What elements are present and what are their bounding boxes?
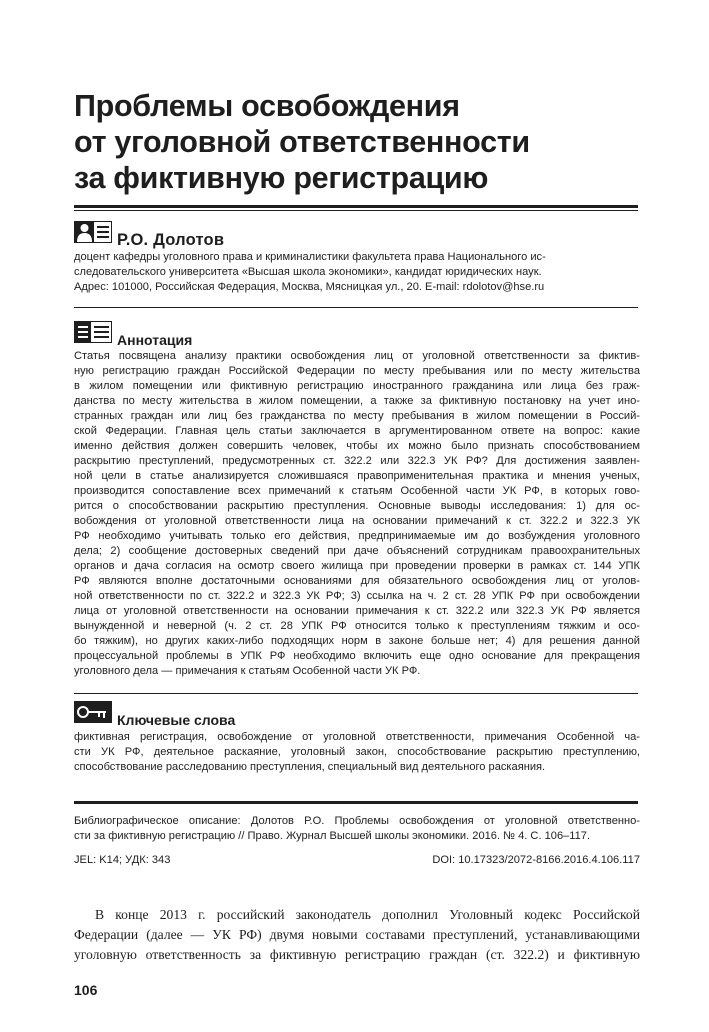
abstract-line: рится о способствовании раскрытию преступления. Основные выводы исследования: 1) для ос- <box>74 500 640 512</box>
section-divider <box>74 693 638 694</box>
title-line: Проблемы освобождения <box>74 89 460 123</box>
title-rule <box>74 205 638 208</box>
article-title <box>74 88 654 196</box>
document-icon <box>74 321 112 348</box>
citation-line: Библиографическое описание: Долотов Р.О. Проблемы освобождения от уголовной ответственно- <box>74 815 640 827</box>
keywords-line: сти УК РФ, деятельное раскаяние, уголовный закон, способствование раскрытию преступлению, <box>74 746 640 758</box>
abstract-line: именно действия должен совершить человек, чтобы их можно было признать способствованием <box>74 440 640 452</box>
body-line: В конце 2013 г. российский законодатель дополнил Уголовный кодекс Российской <box>95 907 640 922</box>
page-number: 106 <box>74 982 98 998</box>
abstract-line: ной цели в статье анализируется сложившаяся правоприменительная практика и мнения ученых, <box>74 470 640 482</box>
title-line: от уголовной ответственности <box>74 125 530 159</box>
abstract-header <box>74 324 192 348</box>
abstract-line: вобождения от уголовной ответственности лица на основании примечаний к ст. 322.2 и 322.3 УК <box>74 515 640 527</box>
key-icon <box>74 701 112 728</box>
abstract-line: Статья посвящена анализу практики освобождения лиц от уголовной ответственности за фиктив- <box>74 350 640 362</box>
keywords-text <box>74 730 640 775</box>
keywords-line: способствование расследованию преступления, специальный вид деятельного раскаяния. <box>74 761 546 773</box>
person-card-icon <box>74 221 112 248</box>
abstract-line: бо тяжким), но других каких-либо подходящих норм в законе больше нет; 4) для решения данной <box>74 635 640 647</box>
abstract-line: уголовного дела — примечания к статьям Особенной части УК РФ. <box>74 665 421 677</box>
doi: DOI: 10.17323/2072-8166.2016.4.106.117 <box>432 854 640 866</box>
abstract-line: ной ответственности по ст. 322.2 и 322.3 УК РФ; 3) ссылка на ч. 2 ст. 28 УПК РФ при освобождении <box>74 590 640 602</box>
citation-rule <box>74 801 638 804</box>
keywords-heading: Ключевые слова <box>117 712 236 728</box>
affiliation-line: следовательского университета «Высшая школа экономики», кандидат юридических наук. <box>74 266 542 278</box>
abstract-heading: Аннотация <box>117 332 193 348</box>
body-line: уголовную ответственность за фиктивную регистрацию граждан (ст. 322.2) и фиктивную <box>74 947 640 962</box>
affiliation-line: доцент кафедры уголовного права и криминалистики факультета права Национального ис- <box>74 251 546 263</box>
body-text <box>74 905 640 965</box>
keywords-header <box>74 704 235 728</box>
title-line: за фиктивную регистрацию <box>74 161 489 195</box>
affiliation-line: Адрес: 101000, Российская Федерация, Москва, Мясницкая ул., 20. E-mail: rdolotov@hse.ru <box>74 281 545 293</box>
abstract-line: РФ являются вполне достаточными основаниями для обязательного освобождения лиц от уголов- <box>74 575 640 587</box>
abstract-line: странных граждан или лиц без гражданства по месту пребывания в жилом помещении в Россий- <box>74 410 640 422</box>
abstract-text <box>74 349 640 679</box>
abstract-line: ской Федерации. Главная цель статьи заключается в аргументированном ответе на вопрос: какие <box>74 425 640 437</box>
abstract-line: дела; 2) сообщение достоверных сведений при даче объяснений сотрудникам правоохранительных <box>74 545 640 557</box>
abstract-line: вынужденной и неверной (ч. 2 ст. 28 УПК РФ относится только к преступлениям тяжким и осо- <box>74 620 640 632</box>
author-affiliation <box>74 250 640 295</box>
abstract-line: лица от уголовной ответственности на основании примечания к ст. 322.2 или 322.3 УК РФ является <box>74 605 640 617</box>
abstract-line: в жилом помещении или фиктивную регистрацию иностранного гражданина или лица без граж- <box>74 380 640 392</box>
classification-row <box>74 853 640 868</box>
keywords-line: фиктивная регистрация, освобождение от уголовной ответственности, примечания Особенной ча- <box>74 731 640 743</box>
jel-code: JEL: K14; УДК: 343 <box>74 854 171 866</box>
abstract-line: производится сопоставление всех примечаний к статьям Особенной части УК РФ, в которых гово- <box>74 485 640 497</box>
abstract-line: раскрытию преступлений, предусмотренных ст. 322.2 или 322.3 УК РФ? Для достижения заявлен- <box>74 455 640 467</box>
abstract-line: РФ необходимо учитывать только его действия, предпринимаемые им до возбуждения уголовного <box>74 530 640 542</box>
citation-line: сти за фиктивную регистрацию // Право. Журнал Высшей школы экономики. 2016. № 4. С. 106–117. <box>74 830 591 842</box>
title-rule-thin <box>74 210 638 211</box>
author-name: Р.О. Долотов <box>117 231 225 249</box>
section-divider <box>74 307 638 308</box>
citation-block <box>74 814 640 844</box>
body-line: Федерации (далее — УК РФ) двумя новыми составами преступлений, устанавливающими <box>74 927 640 942</box>
author-header <box>74 224 224 248</box>
abstract-line: ную регистрацию граждан Российской Федерации по месту пребывания или по месту жительства <box>74 365 640 377</box>
abstract-line: процессуальной проблемы в УПК РФ необходимо включить еще одно основание для прекращения <box>74 650 640 662</box>
abstract-line: органов и дача согласия на осмотр своего жилища при проведении проверки в рамках ст. 144 УПК <box>74 560 640 572</box>
abstract-line: данства по месту жительства в жилом помещении, а также за фиктивную постановку на учет ино- <box>74 395 640 407</box>
